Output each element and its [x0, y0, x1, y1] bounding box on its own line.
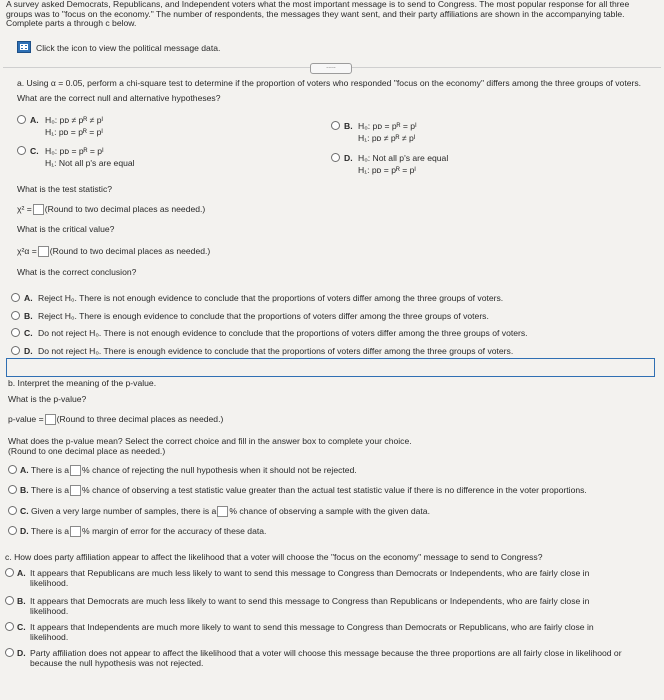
hypothesis-c-h0: H₀: pᴅ = pᴿ = pᴵ [45, 146, 104, 156]
meaning-c-letter: C. [20, 506, 29, 516]
hypothesis-b-letter: B. [344, 121, 353, 131]
affiliation-d-line2: because the null hypothesis was not rejected. [30, 658, 204, 668]
hypothesis-d-h1: H₁: pᴅ = pᴿ = pᴵ [358, 165, 416, 175]
chi-square-alpha-symbol: χ²α = [17, 246, 37, 256]
pvalue-meaning-hint: (Round to one decimal place as needed.) [8, 446, 166, 456]
conclusion-d-text: Do not reject H₀. There is enough evidence to conclude that the proportions of voters differ among the three groups of voters. [38, 346, 514, 356]
meaning-a-pre: There is a [30, 465, 70, 475]
intro-line-3: Complete parts a through c below. [6, 18, 137, 29]
hypothesis-c-letter: C. [30, 146, 39, 156]
affiliation-c-radio[interactable] [5, 622, 14, 631]
expand-collapse-button[interactable]: ..... [310, 63, 352, 74]
meaning-a-post: % chance of rejecting the null hypothesis when it should not be rejected. [82, 465, 357, 475]
affiliation-d-radio[interactable] [5, 648, 14, 657]
conclusion-c-text: Do not reject H₀. There is not enough evidence to conclude that the proportions of voters differ among the three groups of voters. [38, 328, 528, 338]
conclusion-c-letter: C. [24, 328, 33, 338]
meaning-a-input[interactable] [70, 465, 81, 476]
meaning-a-letter: A. [20, 465, 29, 475]
hypothesis-b-h0: H₀: pᴅ = pᴿ = pᴵ [358, 121, 417, 131]
chi-square-symbol: χ² = [17, 204, 32, 214]
affiliation-d-letter: D. [17, 648, 26, 658]
meaning-c-pre: Given a very large number of samples, there is a [30, 506, 217, 516]
part-a-question: a. Using α = 0.05, perform a chi-square test to determine if the proportion of voters who responded "focus on the economy" differs among the three groups of voters. [17, 78, 642, 88]
meaning-d-post: % margin of error for the accuracy of these data. [82, 526, 267, 536]
meaning-b-radio[interactable] [8, 485, 17, 494]
meaning-a-row [20, 465, 357, 476]
problem-intro [6, 0, 658, 29]
selected-answer-highlight [6, 358, 655, 377]
affiliation-b-letter: B. [17, 596, 26, 606]
affiliation-a-radio[interactable] [5, 568, 14, 577]
critical-value-prompt: What is the critical value? [17, 224, 115, 234]
critical-value-input[interactable] [38, 246, 49, 257]
pvalue-hint: (Round to three decimal places as needed.) [56, 414, 224, 424]
affiliation-b-radio[interactable] [5, 596, 14, 605]
meaning-c-input[interactable] [217, 506, 228, 517]
hypothesis-b-radio[interactable] [331, 121, 340, 130]
data-link-label: Click the icon to view the political message data. [36, 43, 221, 53]
meaning-b-letter: B. [20, 485, 29, 495]
meaning-d-input[interactable] [70, 526, 81, 537]
critical-value-row [17, 246, 210, 257]
conclusion-a-letter: A. [24, 293, 33, 303]
hypotheses-prompt: What are the correct null and alternative hypotheses? [17, 93, 221, 103]
meaning-b-pre: There is a [30, 485, 70, 495]
affiliation-d-line1: Party affiliation does not appear to affect the likelihood that a voter will choose this message because the three proportions are all fairly close in likelihood or [30, 648, 622, 658]
meaning-b-row [20, 485, 587, 496]
part-b-heading: b. Interpret the meaning of the p-value. [8, 378, 157, 388]
conclusion-a-text: Reject H₀. There is not enough evidence to conclude that the proportions of voters differ among the three groups of voters. [38, 293, 504, 303]
affiliation-b-line1: It appears that Democrats are much less likely to want to send this message to Congress than Republicans or Independents, who are fairly close in [30, 596, 590, 606]
hypothesis-a-h1: H₁: pᴅ = pᴿ = pᴵ [45, 127, 103, 137]
hypothesis-c-h1: H₁: Not all p's are equal [45, 158, 135, 168]
meaning-c-radio[interactable] [8, 506, 17, 515]
meaning-b-post: % chance of observing a test statistic value greater than the actual test statistic value if there is no difference in the voter proportions. [82, 485, 587, 495]
affiliation-a-line1: It appears that Republicans are much less likely to want to send this message to Congress than Democrats or Independents, who are fairly close in [30, 568, 590, 578]
test-statistic-prompt: What is the test statistic? [17, 184, 113, 194]
hypothesis-c-radio[interactable] [17, 146, 26, 155]
meaning-c-post: % chance of observing a sample with the given data. [229, 506, 430, 516]
affiliation-c-letter: C. [17, 622, 26, 632]
conclusion-prompt: What is the correct conclusion? [17, 267, 137, 277]
meaning-c-row [20, 506, 430, 517]
hypothesis-d-radio[interactable] [331, 153, 340, 162]
test-statistic-input[interactable] [33, 204, 44, 215]
conclusion-b-text: Reject H₀. There is enough evidence to conclude that the proportions of voters differ among the three groups of voters. [38, 311, 489, 321]
affiliation-a-letter: A. [17, 568, 26, 578]
affiliation-a-line2: likelihood. [30, 578, 69, 588]
meaning-b-input[interactable] [70, 485, 81, 496]
meaning-a-radio[interactable] [8, 465, 17, 474]
affiliation-c-line2: likelihood. [30, 632, 69, 642]
conclusion-a-radio[interactable] [11, 293, 20, 302]
conclusion-c-radio[interactable] [11, 328, 20, 337]
meaning-d-radio[interactable] [8, 526, 17, 535]
data-table-icon[interactable] [17, 41, 31, 53]
pvalue-label: p-value = [8, 414, 44, 424]
meaning-d-pre: There is a [30, 526, 70, 536]
hypothesis-a-radio[interactable] [17, 115, 26, 124]
meaning-d-row [20, 526, 266, 537]
meaning-d-letter: D. [20, 526, 29, 536]
hypothesis-b-h1: H₁: pᴅ ≠ pᴿ ≠ pᴵ [358, 133, 416, 143]
hypothesis-a-h0: H₀: pᴅ ≠ pᴿ ≠ pᴵ [45, 115, 103, 125]
affiliation-b-line2: likelihood. [30, 606, 69, 616]
affiliation-c-line1: It appears that Independents are much more likely to want to send this message to Congress than Democrats or Republicans, who are fairly close in [30, 622, 594, 632]
intro-line-1: A survey asked Democrats, Republicans, and Independent voters what the most important message is to send to Congress. The most popular response for all three [6, 0, 630, 9]
conclusion-b-radio[interactable] [11, 311, 20, 320]
hypothesis-d-h0: H₀: Not all p's are equal [358, 153, 449, 163]
pvalue-meaning-prompt: What does the p-value mean? Select the correct choice and fill in the answer box to complete your choice. [8, 436, 412, 446]
hypothesis-a-letter: A. [30, 115, 39, 125]
conclusion-d-letter: D. [24, 346, 33, 356]
pvalue-prompt: What is the p-value? [8, 394, 87, 404]
part-c-heading: c. How does party affiliation appear to affect the likelihood that a voter will choose the "focus on the economy" message to send to Congress? [5, 552, 543, 562]
conclusion-d-radio[interactable] [11, 346, 20, 355]
pvalue-input[interactable] [45, 414, 56, 425]
test-statistic-row [17, 204, 205, 215]
test-statistic-hint: (Round to two decimal places as needed.) [44, 204, 206, 214]
critical-value-hint: (Round to two decimal places as needed.) [49, 246, 211, 256]
hypothesis-d-letter: D. [344, 153, 353, 163]
pvalue-row [8, 414, 223, 425]
intro-line-2: groups was to "focus on the economy." The number of respondents, the messages they want sent, and their party affiliations are shown in the accompanying table. [6, 8, 625, 19]
conclusion-b-letter: B. [24, 311, 33, 321]
